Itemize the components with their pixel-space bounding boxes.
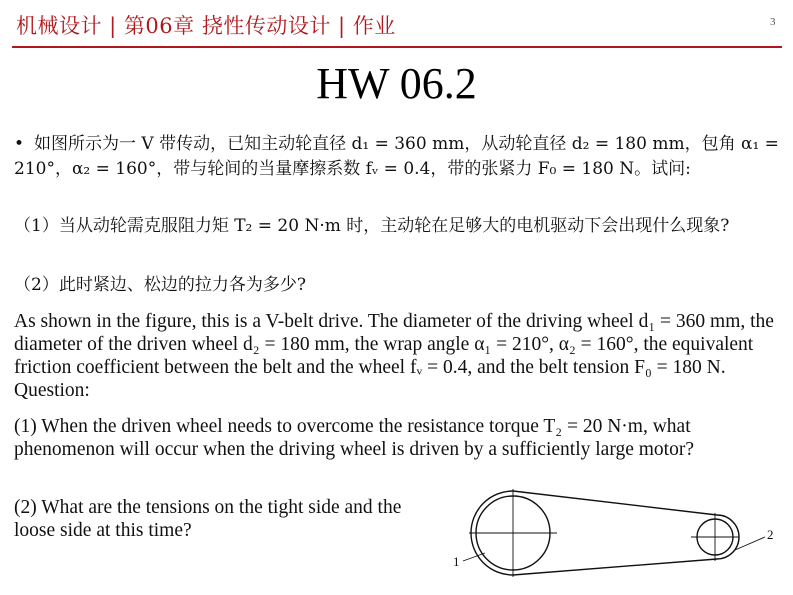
question-2-cn: （2）此时紧边、松边的拉力各为多少? xyxy=(14,275,306,295)
problem-statement-cn xyxy=(14,132,782,182)
header-title: 机械设计 | 第06章 挠性传动设计 | 作业 xyxy=(16,14,396,38)
problem-statement-en: As shown in the figure, this is a V-belt drive. The diameter of the driving wheel d₁ = 360 mm, the diameter of the driven wheel d₂ = 180 mm, the wrap angle α₁ = 210°, α₂ = 160°, the equivalent friction coefficient between the belt and the wheel fᵥ = 0.4, and the belt tension F₀ = 180 N. Question: xyxy=(14,311,774,401)
page-number: 3 xyxy=(770,16,776,28)
question-1-en: (1) When the driven wheel needs to overcome the resistance torque T₂ = 20 N·m, what phenomenon will occur when the driving wheel is driven by a sufficiently large motor? xyxy=(14,416,694,460)
label-driving-wheel: 1 xyxy=(453,554,460,569)
header-divider xyxy=(12,46,782,48)
problem-text-cn: 如图所示为一 V 带传动，已知主动轮直径 d₁ = 360 mm，从动轮直径 d₂ = 180 mm，包角 α₁ = 210°，α₂ = 160°，带与轮间的当量摩擦系数 fᵥ = 0.4，带的张紧力 F₀ = 180 N。试问: xyxy=(14,134,779,179)
bullet-icon: • xyxy=(14,134,25,154)
belt-drive-figure xyxy=(445,482,790,592)
belt-loose-side xyxy=(513,559,717,575)
slide-title: HW 06.2 xyxy=(316,59,477,108)
leader-line-1 xyxy=(463,553,485,561)
question-1-cn: （1）当从动轮需克服阻力矩 T₂ = 20 N·m 时，主动轮在足够大的电机驱动下会出现什么现象? xyxy=(14,216,730,236)
label-driven-wheel: 2 xyxy=(767,527,774,542)
question-2-en: (2) What are the tensions on the tight side and the loose side at this time? xyxy=(14,497,402,541)
